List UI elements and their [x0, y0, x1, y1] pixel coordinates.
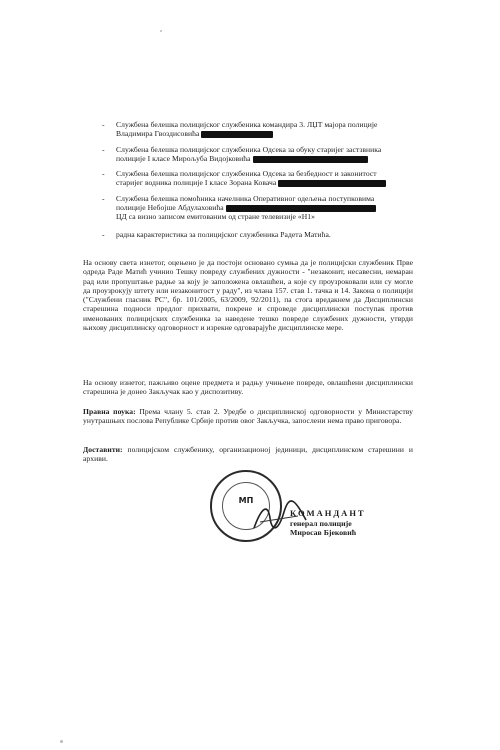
bullet-dash: - [102, 144, 105, 154]
scan-speck [60, 740, 63, 743]
list-item-text: Службена белешка полицијског службеника командира 3. ЛЏТ мајора полиције Владимира Гвоздисовића [116, 120, 378, 139]
scan-speck [160, 30, 162, 32]
seal-text: МП [238, 496, 254, 505]
signatory-title: КОМАНДАНТ [290, 508, 366, 518]
legal-notice-text: Према члану 5. став 2. Уредбе о дисциплинској одговорности у Министарству унутрашњих послова Републике Србије против овог Закључка, запослени нема право приговора. [83, 407, 414, 426]
conclusion-paragraph: На основу изнетог, пажљиво оцене предмета и радњу учињене повреде, овлашћени дисциплински старешина је донео Закључак као у диспозитиву. [83, 378, 413, 397]
list-item-text: Службена белешка полицијског службеника Одсека за безбедност и законитост старијег водника полиције I класе Зорана Ковача [116, 169, 377, 188]
list-item-text: Службена белешка помоћника начелника Оперативног одељења поступковима полиције Небојше Абдулаховића [116, 193, 375, 213]
bullet-dash: - [102, 229, 105, 239]
legal-notice-label: Правна поука: [83, 407, 136, 416]
main-paragraph: На основу света изнетог, оцењено је да постоји основано сумња да је полицијски службеник Прве одреда Раде Матић учинио Тешку повреду службених дужности - "незаконит, несавесни, немаран рад или пропуштање радње за коју је заположена овлашћен, а које су проузроковали или су могле да проузрокују штету или незаконитост у раду", из члана 157. став 1. тачка и 14. Закона о полицији ("Службени гласник РС", бр. 101/2005, 63/2009, 92/2011), па стога вредакнем да Дисциплински старешина подноси предлог прихвати, покрене и спроведе дисциплински поступак против именованих полицијских службеника за наведене тешко повреде службених дужности, утврди њихову дисциплинску одговорност и изрекне одговарајуће дисциплинске мере. [83, 258, 413, 333]
list-item [102, 120, 402, 139]
list-item [102, 145, 402, 164]
signatory-rank: генерал полиције [290, 518, 352, 528]
list-item [102, 169, 402, 188]
list-item-subtext: ЦД са визно записом емитованим од стране телевизије «Н1» [116, 212, 316, 222]
list-item [102, 194, 402, 222]
redaction-bar [226, 205, 376, 212]
delivery-list [83, 445, 413, 464]
bullet-dash: - [102, 193, 105, 203]
list-item-text: Службена белешка полицијског службеника Одсека за обуку старијег застзвника полиције I класе Мирољуба Видојковића [116, 144, 382, 163]
bullet-dash: - [102, 120, 105, 129]
signatory-name: Миросав Бјековић [290, 528, 357, 537]
redaction-bar [201, 131, 273, 138]
list-item-text: радна карактеристика за полицијског службеника Радета Матића. [116, 229, 331, 239]
signature-block [290, 509, 366, 538]
list-item [102, 230, 402, 239]
enclosure-list [102, 120, 402, 245]
redaction-bar [278, 180, 386, 187]
legal-notice [83, 407, 413, 426]
bullet-dash: - [102, 169, 105, 179]
redaction-bar [253, 156, 368, 163]
delivery-text: полицијском службенику, организационој јединици, дисциплинском старешини и архиви. [83, 445, 413, 464]
delivery-label: Доставити: [83, 445, 123, 454]
